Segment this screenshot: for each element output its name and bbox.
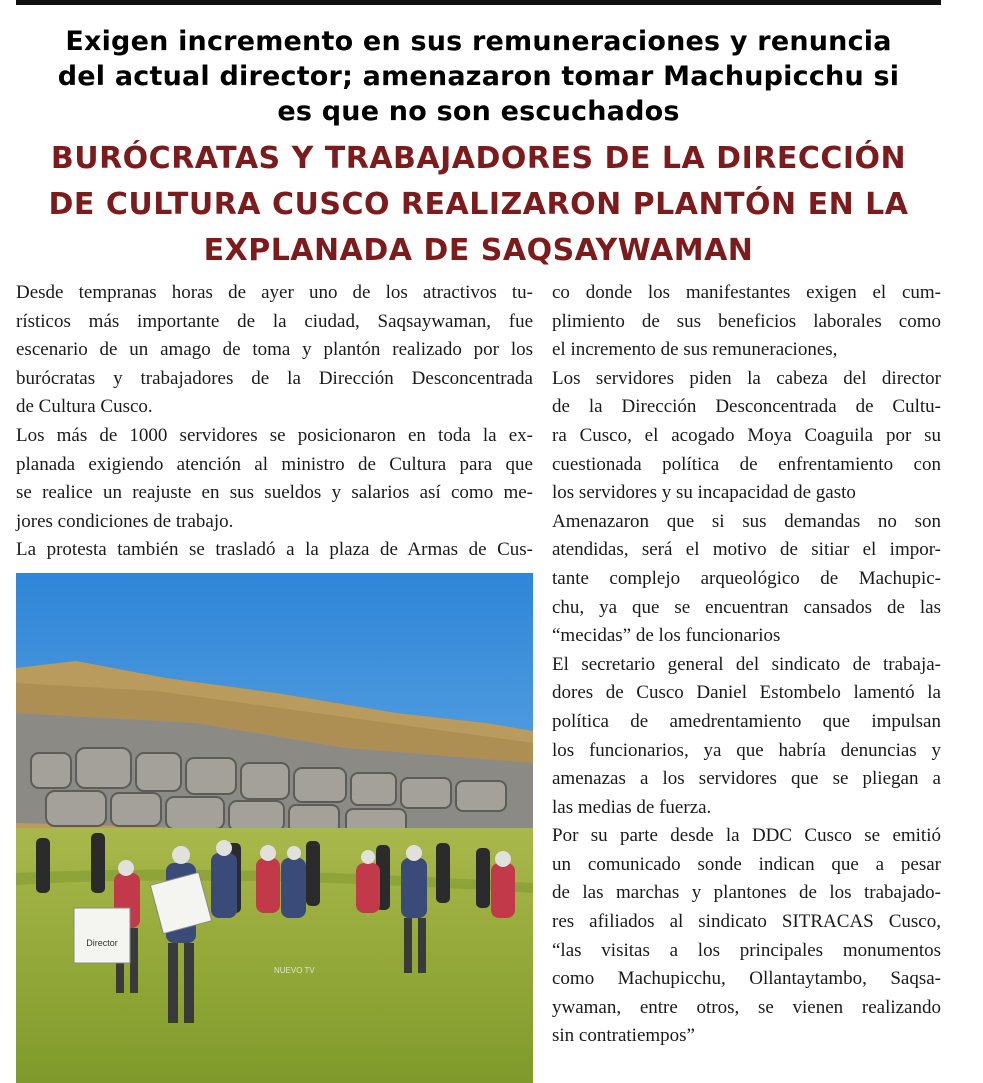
body-line: ywaman, entre otros, se vienen realizando xyxy=(552,996,941,1018)
body-line: La protesta también se trasladó a la plaza de Armas de Cus- xyxy=(16,539,533,561)
headline-line: BURÓCRATAS Y TRABAJADORES DE LA DIRECCIÓN xyxy=(50,141,907,176)
body-line: cuestionada política de enfrentamiento con xyxy=(552,453,941,475)
body-line: chu, ya que se encuentran cansados de las xyxy=(552,596,941,618)
body-line: se realice un reajuste en sus sueldos y salarios así como me- xyxy=(16,482,533,504)
protest-sign xyxy=(74,908,130,963)
protest-photo xyxy=(16,573,533,1083)
body-line: los servidores y su incapacidad de gasto xyxy=(552,482,856,504)
kicker-line: es que no son escuchados xyxy=(277,96,680,127)
body-line: “mecidas” de los funcionarios xyxy=(552,625,781,647)
body-line: plimiento de sus beneficios laborales como xyxy=(552,310,941,332)
body-line: res afiliados al sindicato SITRACAS Cusco, xyxy=(552,911,941,933)
photo-watermark: NUEVO TV xyxy=(274,966,315,975)
body-line: Amenazaron que si sus demandas no son xyxy=(552,510,941,532)
body-line: ra Cusco, el acogado Moya Coaguila por su xyxy=(552,424,941,446)
body-line: co donde los manifestantes exigen el cum- xyxy=(552,282,941,303)
body-line: burócratas y trabajadores de la Dirección Desconcentrada xyxy=(16,367,533,389)
body-line: como Machupicchu, Ollantaytambo, Saqsa- xyxy=(552,968,941,990)
body-line: jores condiciones de trabajo. xyxy=(16,510,234,532)
article-kicker xyxy=(16,24,941,129)
body-line: el incremento de sus remuneraciones, xyxy=(552,339,838,361)
body-line: tante complejo arqueológico de Machupic- xyxy=(552,567,941,589)
headline-line: EXPLANADA DE SAQSAYWAMAN xyxy=(203,233,754,268)
kicker-line: del actual director; amenazaron tomar Machupicchu si xyxy=(57,61,900,92)
body-line: las medias de fuerza. xyxy=(552,796,712,818)
right-column xyxy=(552,279,941,1051)
body-line: de las marchas y plantones de los trabajado- xyxy=(552,882,941,904)
body-line: atendidas, será el motivo de sitiar el impor- xyxy=(552,539,941,561)
body-line: El secretario general del sindicato de trabaja- xyxy=(552,653,941,675)
kicker-line: Exigen incremento en sus remuneraciones y renuncia xyxy=(65,26,892,57)
left-column xyxy=(16,279,533,565)
body-line: Por su parte desde la DDC Cusco se emitió xyxy=(552,825,941,847)
body-line: escenario de un amago de toma y plantón realizado por los xyxy=(16,339,533,361)
body-line: “las visitas a los principales monumentos xyxy=(552,939,941,961)
body-line: Los servidores piden la cabeza del director xyxy=(552,367,941,389)
body-line: Los más de 1000 servidores se posicionaron en toda la ex- xyxy=(16,424,533,446)
body-line: rísticos más importante de la ciudad, Saqsaywaman, fue xyxy=(16,310,533,332)
body-line: de la Dirección Desconcentrada de Cultu- xyxy=(552,396,941,418)
body-line: amenazas a los servidores que se pliegan a xyxy=(552,768,941,790)
body-line: Desde tempranas horas de ayer uno de los atractivos tu- xyxy=(16,282,533,303)
body-line: planada exigiendo atención al ministro de Cultura para que xyxy=(16,453,533,475)
body-line: los funcionarios, ya que habría denuncias y xyxy=(552,739,941,761)
body-line: de Cultura Cusco. xyxy=(16,396,153,418)
body-line: política de amedrentamiento que impulsan xyxy=(552,710,941,732)
body-line: dores de Cusco Daniel Estombelo lamentó la xyxy=(552,682,941,704)
protest-sign-text: Director xyxy=(86,938,118,948)
body-line: sin contratiempos” xyxy=(552,1025,695,1047)
top-rule xyxy=(16,0,941,5)
article-headline xyxy=(16,136,941,274)
body-line: un comunicado sonde indican que a pesar xyxy=(552,853,941,875)
headline-line: DE CULTURA CUSCO REALIZARON PLANTÓN EN LA xyxy=(48,187,909,222)
protest-photo-illustration xyxy=(16,573,533,1083)
